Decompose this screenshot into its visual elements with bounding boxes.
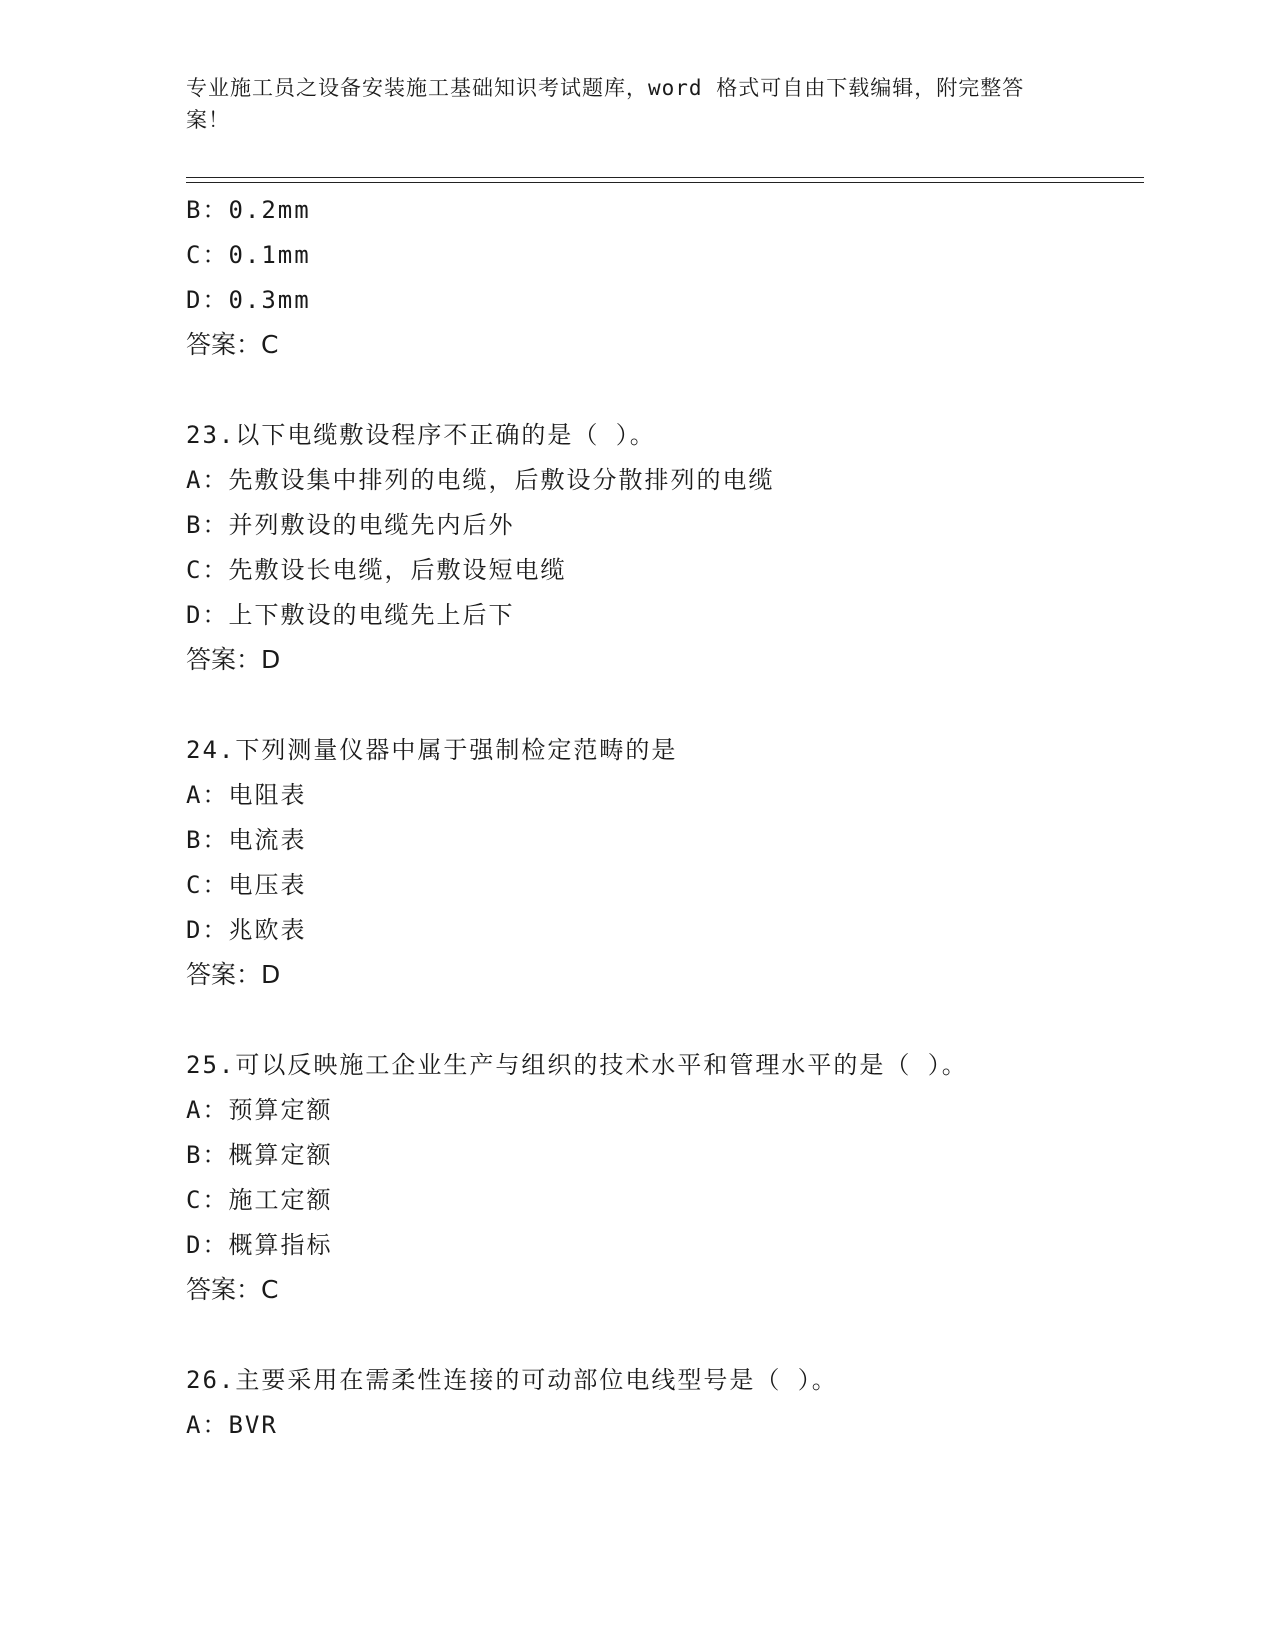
header-divider-bottom bbox=[186, 182, 1144, 183]
option-b: B：0.2mm bbox=[186, 196, 311, 224]
option-c: C：0.1mm bbox=[186, 241, 311, 269]
header-divider-top bbox=[186, 177, 1144, 178]
question-stem: 23.以下电缆敷设程序不正确的是（ ）。 bbox=[186, 421, 656, 449]
option-c: C：先敷设长电缆，后敷设短电缆 bbox=[186, 556, 567, 584]
option-d: D：上下敷设的电缆先上后下 bbox=[186, 601, 515, 629]
question-stem: 24.下列测量仪器中属于强制检定范畴的是 bbox=[186, 736, 678, 764]
answer: 答案：D bbox=[186, 645, 281, 674]
option-c: C：施工定额 bbox=[186, 1186, 333, 1214]
question-stem: 25.可以反映施工企业生产与组织的技术水平和管理水平的是（ ）。 bbox=[186, 1051, 968, 1079]
option-d: D：0.3mm bbox=[186, 286, 311, 314]
option-b: B：并列敷设的电缆先内后外 bbox=[186, 511, 515, 539]
option-b: B：概算定额 bbox=[186, 1141, 333, 1169]
option-a: A：预算定额 bbox=[186, 1096, 333, 1124]
option-d: D：兆欧表 bbox=[186, 916, 307, 944]
option-c: C：电压表 bbox=[186, 871, 307, 899]
option-a: A：BVR bbox=[186, 1411, 278, 1439]
answer: 答案：C bbox=[186, 330, 279, 359]
option-d: D：概算指标 bbox=[186, 1231, 333, 1259]
answer: 答案：C bbox=[186, 1275, 279, 1304]
document-header: 专业施工员之设备安装施工基础知识考试题库，word 格式可自由下载编辑，附完整答案！ bbox=[186, 76, 1025, 132]
option-a: A：先敷设集中排列的电缆，后敷设分散排列的电缆 bbox=[186, 466, 775, 494]
option-b: B：电流表 bbox=[186, 826, 307, 854]
question-stem: 26.主要采用在需柔性连接的可动部位电线型号是（ ）。 bbox=[186, 1366, 838, 1394]
answer: 答案：D bbox=[186, 960, 281, 989]
option-a: A：电阻表 bbox=[186, 781, 307, 809]
